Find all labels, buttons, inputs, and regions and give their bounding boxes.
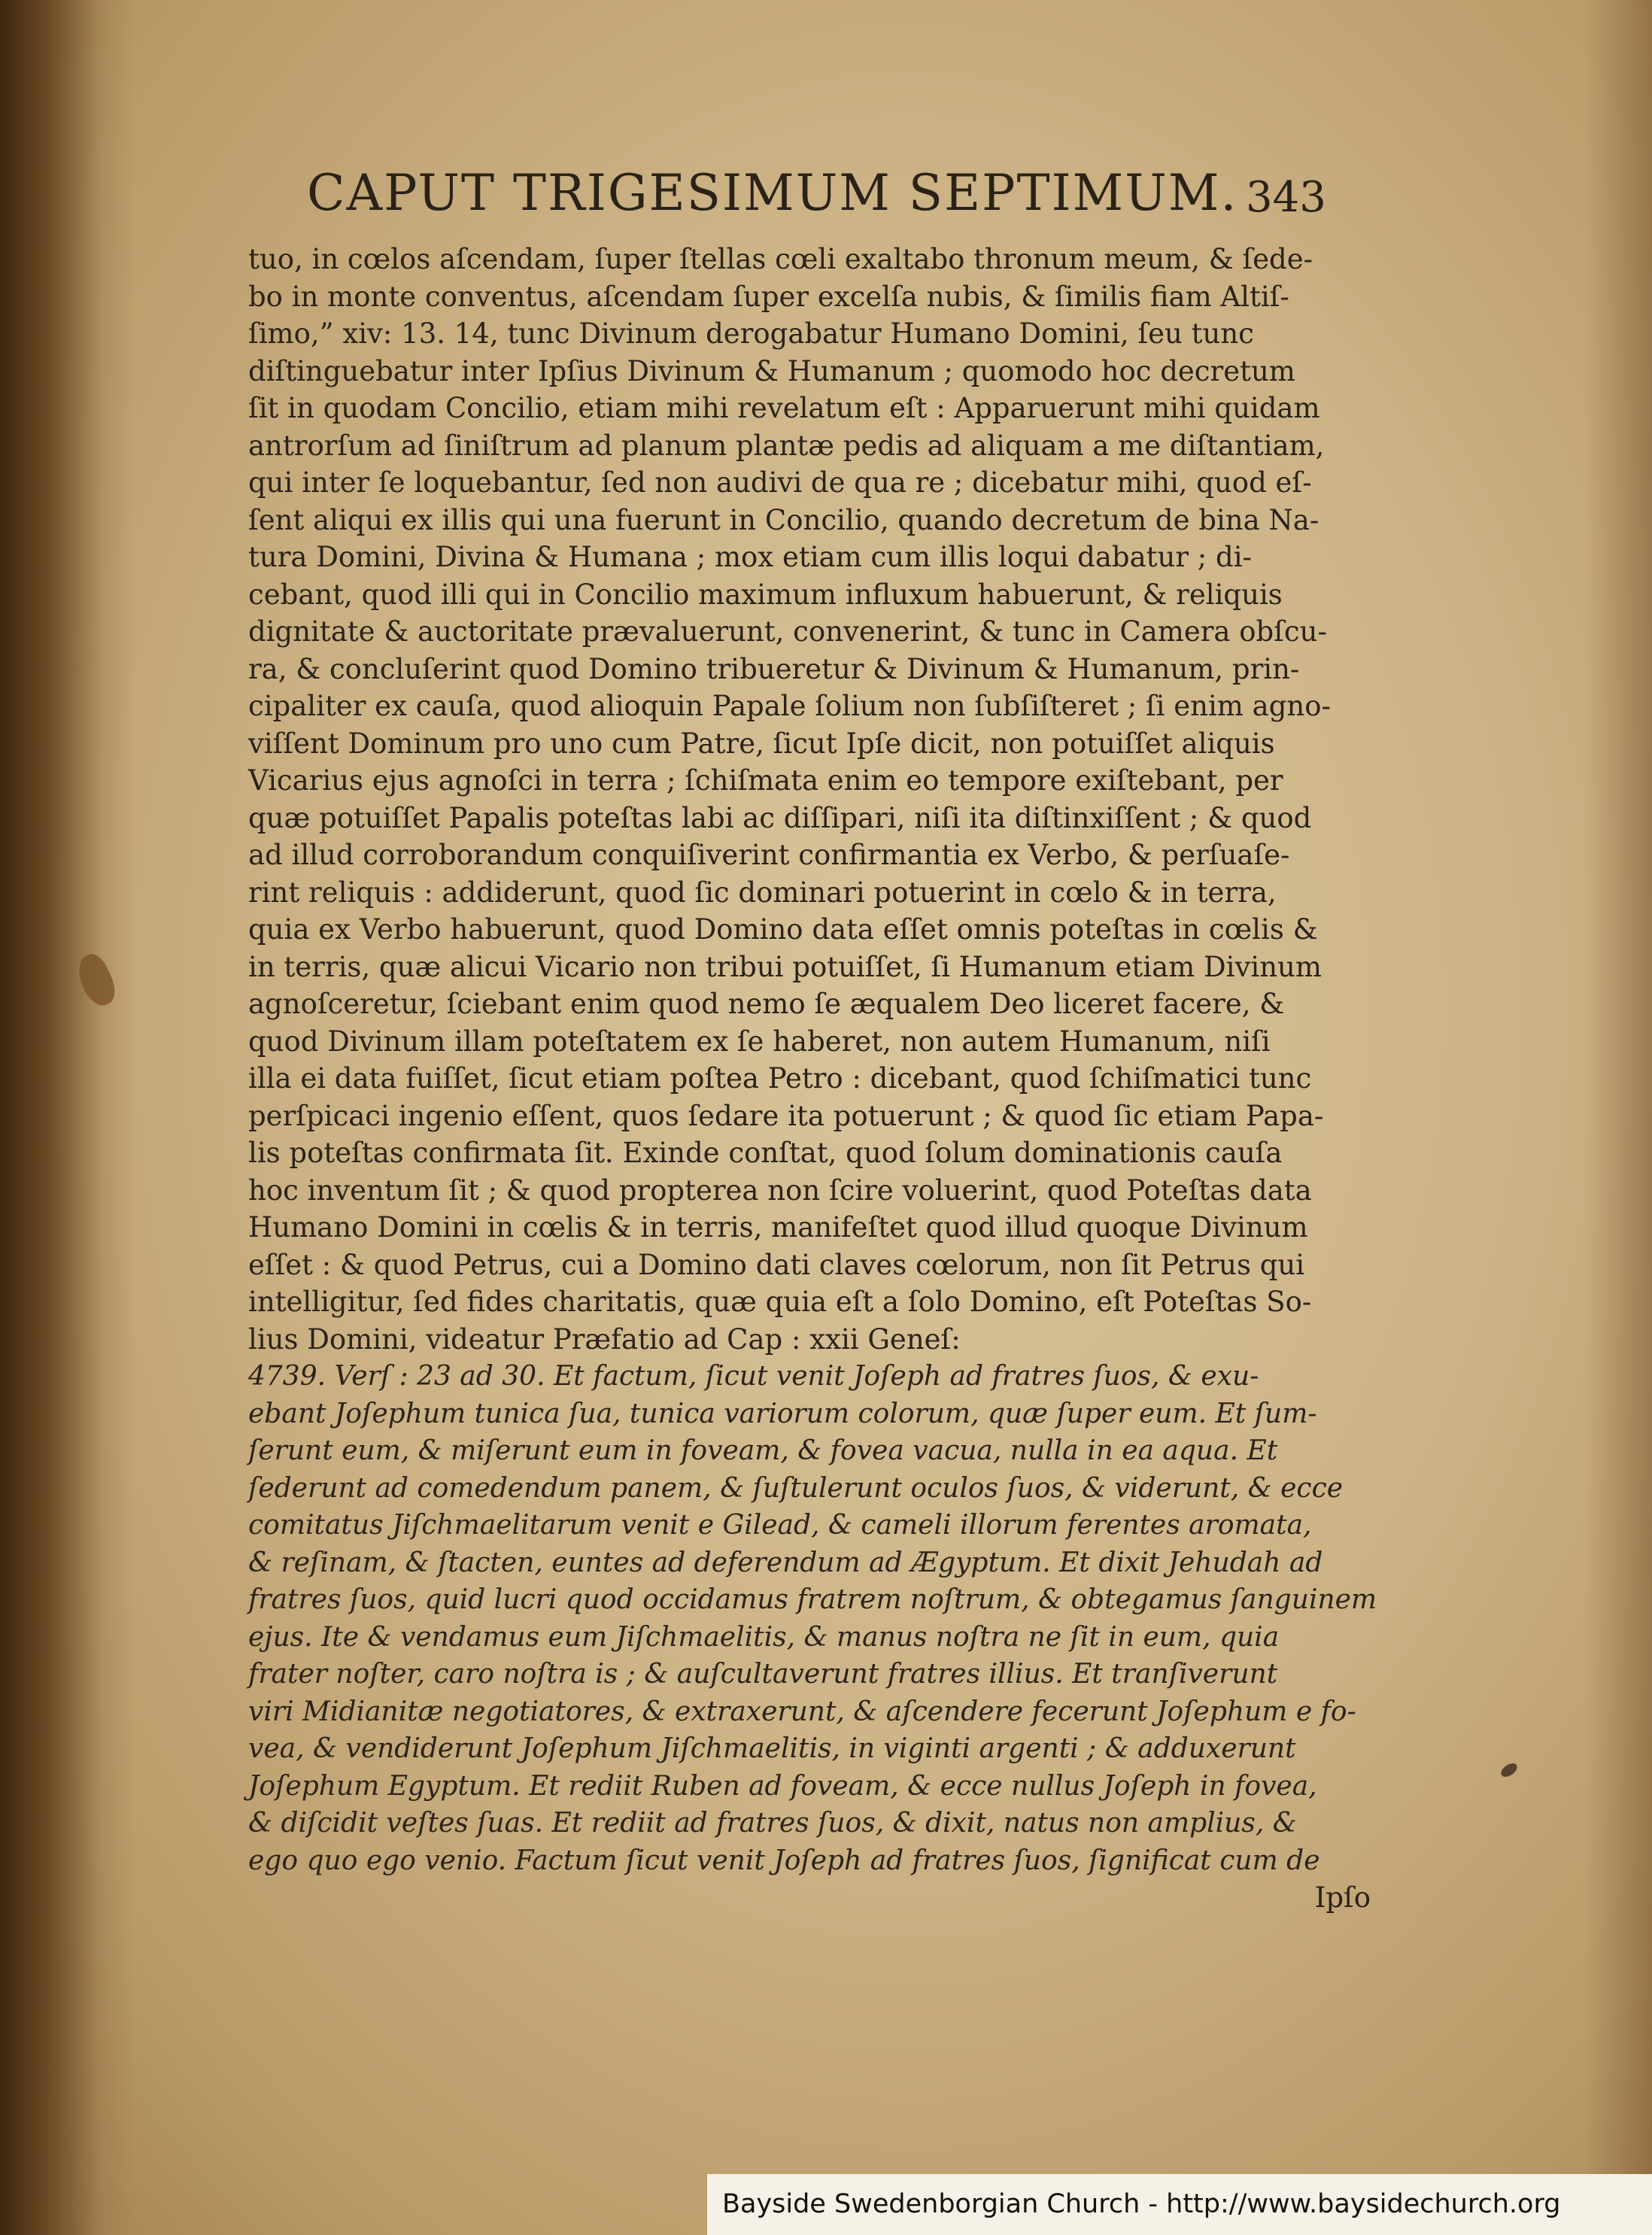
gutter-shadow — [0, 0, 135, 2235]
text-line: & reſinam, & ſtacten, euntes ad deferendum ad Ægyptum. Et dixit Jehudah ad — [248, 1547, 1323, 1578]
running-title: CAPUT TRIGESIMUM SEPTIMUM. — [307, 164, 1238, 222]
text-line: Joſephum Egyptum. Et rediit Ruben ad foveam, & ecce nullus Joſeph in fovea, — [248, 1770, 1317, 1802]
text-line: quæ potuiſſet Papalis poteſtas labi ac diſſipari, niſi ita diſtinxiſſent ; & quod — [248, 801, 1312, 834]
text-line: ad illud corroborandum conquiſiverint confirmantia ex Verbo, & perſuaſe- — [248, 839, 1290, 871]
text-line: vea, & vendiderunt Joſephum Jiſchmaelitis, in viginti argenti ; & adduxerunt — [248, 1733, 1296, 1764]
text-line: 4739. Verſ : 23 ad 30. Et factum, ſicut venit Joſeph ad fratres ſuos, & exu- — [248, 1361, 1259, 1392]
text-line: rint reliquis : addiderunt, quod ſic dominari potuerint in cœlo & in terra, — [248, 876, 1277, 909]
text-line: ſerunt eum, & miſerunt eum in foveam, & fovea vacua, nulla in ea aqua. Et — [248, 1435, 1278, 1466]
text-line: cipaliter ex cauſa, quod alioquin Papale ſolium non ſubſiſteret ; ſi enim agno- — [248, 690, 1331, 722]
text-line: ejus. Ite & vendamus eum Jiſchmaelitis, & manus noſtra ne ſit in eum, quia — [248, 1621, 1280, 1653]
ink-spot — [1499, 1760, 1520, 1779]
text-line: ſimo,” xiv: 13. 14, tunc Divinum derogabatur Humano Domini, ſeu tunc — [248, 317, 1254, 350]
page-edge-shadow — [1584, 0, 1652, 2235]
text-line: illa ei data fuiſſet, ſicut etiam poſtea Petro : dicebant, quod ſchiſmatici tunc — [248, 1062, 1312, 1095]
page-number: 343 — [1246, 173, 1326, 222]
text-line: Humano Domini in cœlis & in terris, manifeſtet quod illud quoque Divinum — [248, 1211, 1308, 1244]
text-line: tura Domini, Divina & Humana ; mox etiam cum illis loqui dabatur ; di- — [248, 541, 1253, 573]
text-line: lius Domini, videatur Præfatio ad Cap : xxii Geneſ: — [248, 1322, 961, 1356]
text-line: viri Midianitæ negotiatores, & extraxerunt, & aſcendere fecerunt Joſephum e fo- — [248, 1696, 1356, 1727]
text-line: Vicarius ejus agnoſci in terra ; ſchiſmata enim eo tempore exiſtebant, per — [248, 764, 1283, 797]
text-line: & diſcidit veſtes ſuas. Et rediit ad fratres ſuos, & dixit, natus non amplius, & — [248, 1808, 1297, 1839]
text-line: ebant Joſephum tunica ſua, tunica variorum colorum, quæ ſuper eum. Et ſum- — [248, 1398, 1317, 1429]
text-line: antrorſum ad ſiniſtrum ad planum plantæ pedis ad aliquam a me diſtantiam, — [248, 429, 1325, 462]
text-line: qui inter ſe loquebantur, ſed non audivi de qua re ; dicebatur mihi, quod eſ- — [248, 466, 1312, 499]
text-line: bo in monte conventus, aſcendam ſuper excelſa nubis, & ſimilis fiam Altiſ- — [248, 280, 1289, 313]
text-line: in terris, quæ alicui Vicario non tribui potuiſſet, ſi Humanum etiam Divinum — [248, 950, 1322, 983]
text-line: diſtinguebatur inter Ipſius Divinum & Humanum ; quomodo hoc decretum — [248, 354, 1295, 387]
text-line: eſſet : & quod Petrus, cui a Domino dati claves cœlorum, non ſit Petrus qui — [248, 1248, 1305, 1281]
text-line: ego quo ego venio. Factum ſicut venit Joſeph ad fratres ſuos, ſignificat cum de — [248, 1845, 1320, 1876]
text-line: viſſent Dominum pro uno cum Patre, ſicut Ipſe dicit, non potuiſſet aliquis — [248, 727, 1275, 760]
text-line: perſpicaci ingenio eſſent, quos ſedare ita potuerunt ; & quod ſic etiam Papa- — [248, 1099, 1324, 1132]
catchword: Ipſo — [1314, 1881, 1371, 1914]
text-line: ſit in quodam Concilio, etiam mihi revelatum eſt : Apparuerunt mihi quidam — [248, 392, 1320, 424]
text-line: dignitate & auctoritate prævaluerunt, convenerint, & tunc in Camera obſcu- — [248, 615, 1327, 648]
text-line: frater noſter, caro noſtra is ; & auſcultaverunt fratres illius. Et tranſiverunt — [248, 1659, 1278, 1690]
text-line: hoc inventum ſit ; & quod propterea non ſcire voluerint, quod Poteſtas data — [248, 1174, 1312, 1207]
text-line: ra, & concluſerint quod Domino tribueretur & Divinum & Humanum, prin- — [248, 652, 1300, 685]
page-header — [307, 159, 1375, 227]
paragraph-verse — [248, 1358, 1377, 1879]
text-line: quia ex Verbo habuerunt, quod Domino data eſſet omnis poteſtas in cœlis & — [248, 913, 1318, 946]
site-watermark: Bayside Swedenborgian Church - http://www.baysidechurch.org — [722, 2189, 1561, 2219]
paragraph-commentary — [248, 241, 1377, 1358]
text-line: lis poteſtas confirmata ſit. Exinde conſtat, quod ſolum dominationis cauſa — [248, 1137, 1283, 1169]
text-line: intelligitur, ſed fides charitatis, quæ quia eſt a ſolo Domino, eſt Poteſtas So- — [248, 1286, 1312, 1318]
text-line: agnoſceretur, ſciebant enim quod nemo ſe æqualem Deo liceret facere, & — [248, 988, 1285, 1020]
body-text — [248, 241, 1377, 1917]
text-line: ſent aliqui ex illis qui una fuerunt in Concilio, quando decretum de bina Na- — [248, 503, 1319, 536]
text-line: fratres ſuos, quid lucri quod occidamus fratrem noſtrum, & obtegamus ſanguinem — [248, 1584, 1377, 1615]
text-line: ſederunt ad comedendum panem, & ſuſtulerunt oculos ſuos, & viderunt, & ecce — [248, 1472, 1344, 1504]
text-line: comitatus Jiſchmaelitarum venit e Gilead, & cameli illorum ferentes aromata, — [248, 1510, 1312, 1541]
text-line: cebant, quod illi qui in Concilio maximum influxum habuerunt, & reliquis — [248, 578, 1283, 611]
text-line: tuo, in cœlos aſcendam, ſuper ſtellas cœli exaltabo thronum meum, & ſede- — [248, 243, 1313, 275]
text-line: quod Divinum illam poteſtatem ex ſe haberet, non autem Humanum, niſi — [248, 1025, 1271, 1058]
